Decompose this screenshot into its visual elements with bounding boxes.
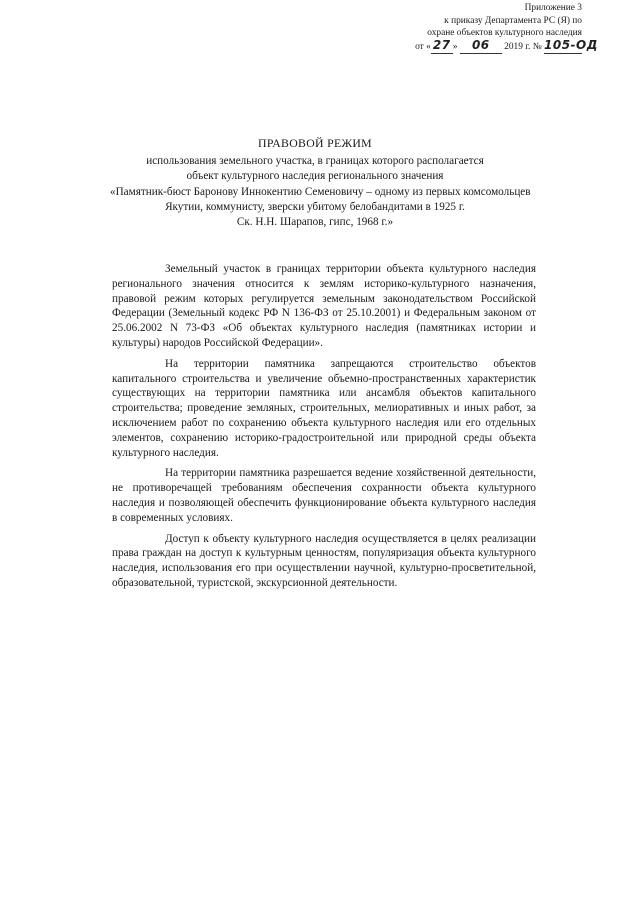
- date-separator: »: [452, 41, 458, 52]
- document-title: ПРАВОВОЙ РЕЖИМ: [258, 136, 372, 150]
- body-paragraph-3: На территории памятника разрешается ведение хозяйственной деятельности, не противоречащей требованиям обеспечения сохранности объекта культурного наследия и позволяющей обеспечить функционирование объекта культурного наследия в современных условиях.: [112, 467, 536, 524]
- title-line-5: Ск. Н.Н. Шарапов, гипс, 1968 г.»: [236, 216, 394, 229]
- title-line-2: объект культурного наследия регионального значения: [186, 170, 444, 183]
- order-number: 105-ОД: [544, 37, 598, 52]
- body-paragraph-2: На территории памятника запрещаются строительство объектов капитального строительства и увеличение объемно-пространственных характеристик существующих на территории памятника или ансамбля объектов капитального строительства; проведение земляных, строительных, мелиоративных и иных работ, за исключением работ по сохранению объекта культурного наследия или его отдельных элементов, сохранению историко-градостроительной или природной среды объекта культурного наследия.: [112, 357, 536, 459]
- date-month: 06: [471, 37, 490, 52]
- date-month-field: [460, 37, 502, 54]
- title-line-4: Якутии, коммунисту, зверски убитому белобандитами в 1925 г.: [165, 200, 465, 213]
- title-line-1: использования земельного участка, в границах которого располагается: [146, 155, 484, 168]
- date-day-field: [431, 37, 453, 54]
- appendix-order-ref: к приказу Департамента РС (Я) по: [444, 15, 582, 26]
- appendix-department: охране объектов культурного наследия: [427, 28, 582, 39]
- appendix-label: Приложение 3: [524, 3, 582, 13]
- order-number-field: [544, 37, 598, 54]
- appendix-date-line: [342, 37, 598, 54]
- date-prefix: от «: [415, 41, 431, 52]
- document-title-block: [110, 136, 531, 230]
- date-year: 2019 г. №: [504, 41, 542, 52]
- date-day: 27: [432, 37, 451, 52]
- body-paragraph-1: Земельный участок в границах территории объекта культурного наследия регионального значения относится к землям историко-культурного назначения, правовой режим которых регулируется земельным законодательством Российской Федерации (Земельный кодекс РФ N 136-ФЗ от 25.10.2001) и Федеральным законом от 25.06.2002 N 73-ФЗ «Об объектах культурного наследия (памятниках истории и культуры) народов Российской Федерации».: [112, 263, 536, 349]
- body-paragraph-4: Доступ к объекту культурного наследия осуществляется в целях реализации права граждан на доступ к культурным ценностям, популяризация объекта культурного наследия, использования его при осуществлении научной, культурно-просветительной, образовательной, туристской, экскурсионной деятельности.: [112, 532, 536, 589]
- appendix-header: [342, 2, 598, 54]
- title-line-3: «Памятник-бюст Баронову Иннокентию Семеновичу – одному из первых комсомольцев: [110, 185, 531, 198]
- document-body: [112, 262, 536, 597]
